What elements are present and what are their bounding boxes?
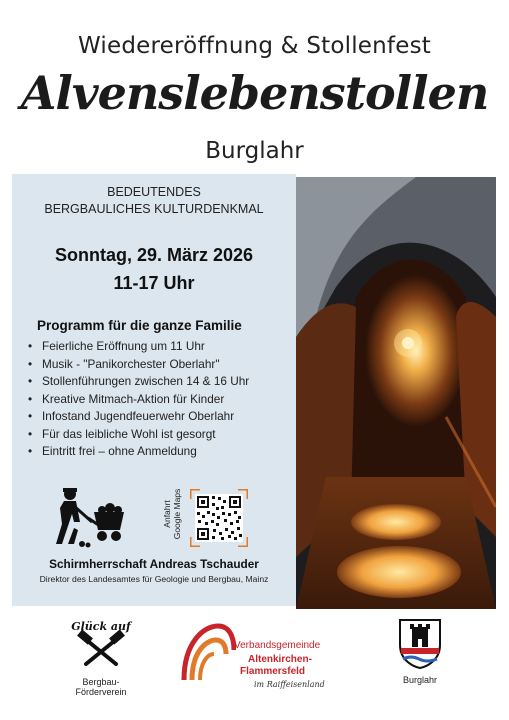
verbandsgemeinde-logo	[178, 622, 338, 702]
vg-tagline: im Raiffeisenland	[254, 680, 325, 689]
list-item: • Eintritt frei – ohne Anmeldung	[28, 443, 293, 461]
list-item: • Musik - "Panikorchester Oberlahr"	[28, 356, 293, 374]
qr-caption-line2: Google Maps	[172, 488, 182, 540]
arch-icon	[178, 622, 236, 684]
event-date: Sonntag, 29. März 2026	[54, 245, 254, 265]
foerderverein-line1: Bergbau-	[82, 677, 120, 687]
foerderverein-line2: Förderverein	[75, 687, 127, 697]
subtitle-line1: BEDEUTENDES	[107, 185, 201, 199]
place-name: Burglahr	[205, 138, 304, 164]
coat-of-arms-icon	[397, 617, 443, 669]
qr-code[interactable]	[190, 489, 248, 547]
list-item: • Für das leibliche Wohl ist gesorgt	[28, 426, 293, 444]
vg-line3: Flammersfeld	[240, 666, 306, 677]
subtitle	[12, 184, 296, 218]
event-time: 11-17 Uhr	[113, 273, 195, 293]
burglahr-crest	[390, 617, 450, 697]
list-item: • Kreative Mitmach-Aktion für Kinder	[28, 391, 293, 409]
subtitle-line2: BERGBAULICHES KULTURDENKMAL	[44, 202, 264, 216]
hammer-pick-icon	[56, 616, 146, 666]
vg-line2: Altenkirchen-	[248, 654, 312, 665]
patron-name: Schirmherrschaft Andreas Tschauder	[49, 557, 259, 571]
vg-line1: Verbandsgemeinde	[234, 640, 321, 651]
program-list	[28, 338, 293, 461]
list-item: • Feierliche Eröffnung um 11 Uhr	[28, 338, 293, 356]
foerderverein-logo	[56, 616, 146, 696]
qr-caption-line1: Anfahrt	[162, 500, 172, 528]
tunnel-photo	[296, 177, 496, 609]
patron-role: Direktor des Landesamtes für Geologie und Bergbau, Mainz	[39, 574, 269, 584]
burglahr-label: Burglahr	[402, 675, 438, 685]
list-item: • Stollenführungen zwischen 14 & 16 Uhr	[28, 373, 293, 391]
list-item: • Infostand Jugendfeuerwehr Oberlahr	[28, 408, 293, 426]
header-line: Wiedereröffnung & Stollenfest	[78, 33, 431, 59]
glueck-auf-script: Glück auf	[71, 620, 131, 633]
miner-icon	[48, 486, 126, 548]
program-title: Programm für die ganze Familie	[37, 318, 242, 333]
qr-caption	[160, 478, 184, 550]
page-title: Alvenslebenstollen	[20, 66, 489, 120]
